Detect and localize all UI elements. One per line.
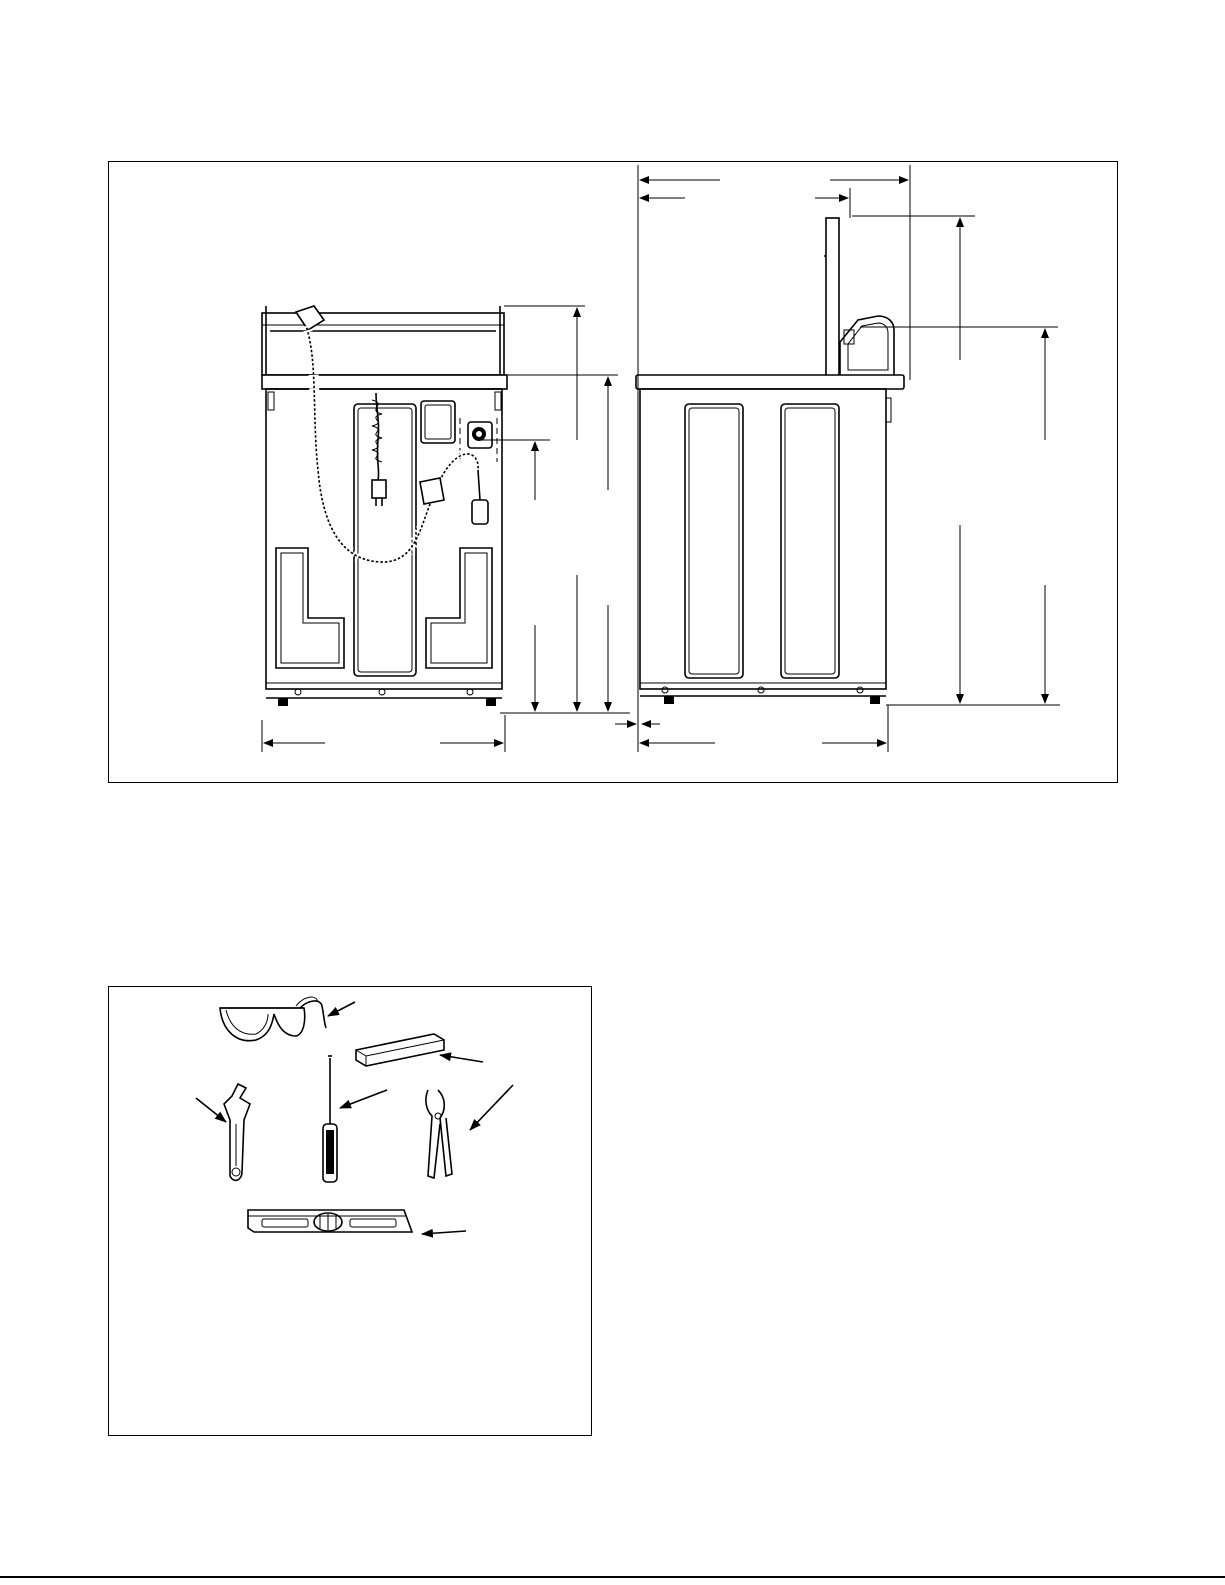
safety-glasses-icon (220, 997, 355, 1041)
adjustable-wrench-icon (196, 1084, 250, 1180)
screwdriver-icon (323, 1056, 387, 1182)
page-footer-rule (0, 1576, 1225, 1578)
pliers-icon (426, 1085, 513, 1178)
level-icon (248, 1210, 466, 1234)
wood-block-icon (356, 1034, 483, 1066)
